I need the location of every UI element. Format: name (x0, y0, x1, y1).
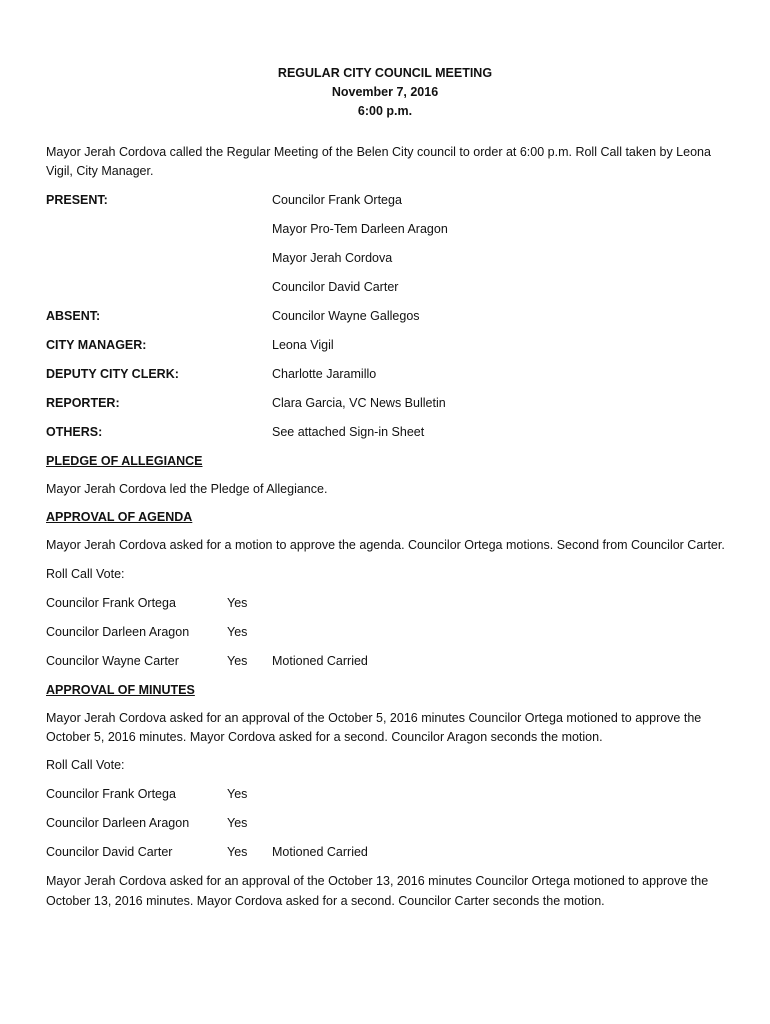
vote-note: Motioned Carried (272, 845, 368, 860)
vote-note: Motioned Carried (272, 653, 368, 668)
attendance-value: Clara Garcia, VC News Bulletin (272, 395, 446, 410)
agenda-text: Mayor Jerah Cordova asked for a motion to approve the agenda. Councilor Ortega motions. Second from Councilor Carter. (46, 538, 725, 553)
vote-result: Yes (227, 816, 248, 831)
pledge-text: Mayor Jerah Cordova led the Pledge of Allegiance. (46, 481, 328, 496)
vote-result: Yes (227, 653, 248, 668)
attendance-label: ABSENT: (46, 308, 101, 323)
attendance-value: See attached Sign-in Sheet (272, 424, 425, 439)
attendance-label: CITY MANAGER: (46, 337, 147, 352)
agenda-roll-call-label: Roll Call Vote: (46, 566, 125, 581)
vote-name: Councilor Frank Ortega (46, 787, 176, 802)
attendance-value: Councilor David Carter (272, 279, 399, 294)
meeting-title: REGULAR CITY COUNCIL MEETING (277, 66, 493, 80)
meeting-time: 6:00 p.m. (357, 104, 413, 118)
attendance-value: Councilor Frank Ortega (272, 192, 402, 207)
attendance-label (46, 220, 272, 249)
vote-note (272, 785, 724, 814)
attendance-value: Councilor Wayne Gallegos (272, 308, 420, 323)
vote-name: Councilor Wayne Carter (46, 653, 179, 668)
attendance-value: Leona Vigil (272, 337, 334, 352)
attendance-list (46, 191, 724, 452)
attendance-label: REPORTER: (46, 395, 120, 410)
minutes-text-2: Mayor Jerah Cordova asked for an approval of the October 13, 2016 minutes Councilor Ortega motioned to approve the October 13, 2016 minutes. Mayor Cordova asked for a second. Councilor Carter seconds the motion. (46, 874, 709, 908)
attendance-value: Mayor Jerah Cordova (272, 250, 393, 265)
agenda-vote-table (46, 594, 724, 681)
vote-name: Councilor Darleen Aragon (46, 624, 190, 639)
vote-name: Councilor Darleen Aragon (46, 816, 190, 831)
vote-name: Councilor Frank Ortega (46, 595, 176, 610)
vote-name: Councilor David Carter (46, 845, 173, 860)
minutes-vote-table (46, 785, 724, 872)
attendance-label (46, 278, 272, 307)
attendance-label: DEPUTY CITY CLERK: (46, 366, 179, 381)
pledge-heading: PLEDGE OF ALLEGIANCE (46, 453, 203, 468)
attendance-label (46, 249, 272, 278)
meeting-date: November 7, 2016 (331, 85, 439, 99)
vote-result: Yes (227, 624, 248, 639)
vote-note (272, 814, 724, 843)
vote-result: Yes (227, 595, 248, 610)
attendance-label: OTHERS: (46, 424, 103, 439)
attendance-value: Mayor Pro-Tem Darleen Aragon (272, 221, 448, 236)
attendance-value: Charlotte Jaramillo (272, 366, 377, 381)
vote-note (272, 594, 724, 623)
agenda-heading: APPROVAL OF AGENDA (46, 510, 193, 525)
vote-result: Yes (227, 787, 248, 802)
minutes-roll-call-label: Roll Call Vote: (46, 758, 125, 773)
minutes-heading: APPROVAL OF MINUTES (46, 682, 195, 697)
intro-paragraph: Mayor Jerah Cordova called the Regular Meeting of the Belen City council to order at 6:00 p.m. Roll Call taken by Leona Vigil, City Manager. (46, 145, 711, 179)
meeting-header (46, 64, 724, 121)
vote-result: Yes (227, 845, 248, 860)
vote-note (272, 623, 724, 652)
attendance-label: PRESENT: (46, 192, 108, 207)
minutes-text: Mayor Jerah Cordova asked for an approval of the October 5, 2016 minutes Councilor Ortega motioned to approve the October 5, 2016 minutes. Mayor Cordova asked for a second. Councilor Aragon seconds the motion. (46, 710, 702, 744)
